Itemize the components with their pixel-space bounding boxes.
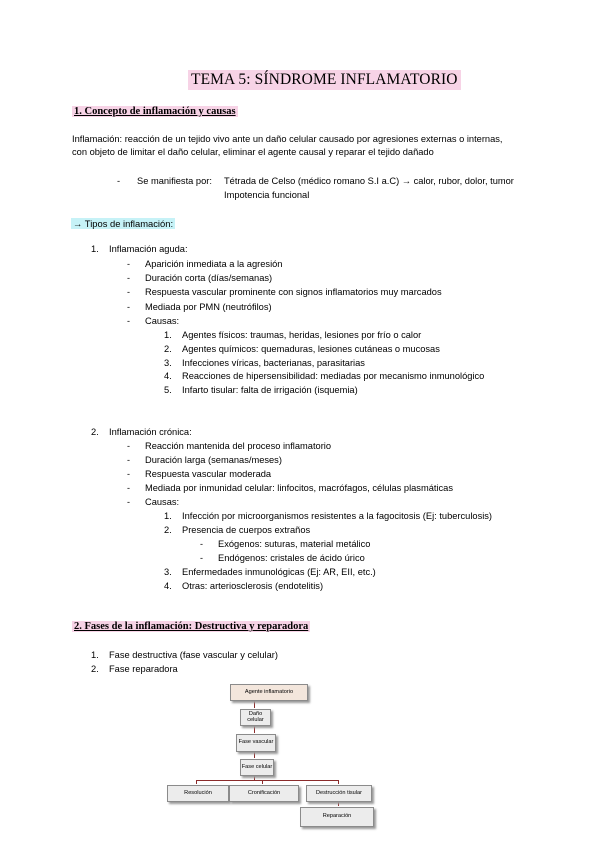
list-item: Causas: [145, 497, 180, 507]
list-item: Respuesta vascular moderada [145, 469, 272, 479]
causa-text: Infección por microorganismos resistentes a la fagocitosis (Ej: tuberculosis) [182, 511, 493, 521]
fase-celular-box: Fase celular [240, 759, 274, 776]
agente-box: Agente inflamatorio [230, 684, 308, 701]
extrano-item: Endógenos: cristales de ácido úrico [218, 553, 365, 563]
page-title: TEMA 5: SÍNDROME INFLAMATORIO [188, 70, 461, 90]
causa-text: Infarto tisular: falta de irrigación (isquemia) [182, 385, 358, 395]
fase-num: 2. [91, 664, 99, 674]
causa-text: Otras: arteriosclerosis (endotelitis) [182, 581, 324, 591]
causa-num: 3. [164, 567, 172, 577]
causa-num: 2. [164, 344, 172, 354]
bullet-dash: - [127, 302, 130, 312]
bullet-dash: - [200, 539, 203, 549]
manifest-bullet: - [117, 176, 121, 186]
bullet-dash: - [127, 455, 130, 465]
causa-num: 1. [164, 330, 172, 340]
causa-text: Enfermedades inmunológicas (Ej: AR, EII, etc.) [182, 567, 376, 577]
connector-line [254, 725, 255, 733]
causa-text: Agentes físicos: traumas, heridas, lesiones por frío o calor [182, 330, 422, 340]
causa-num: 4. [164, 581, 172, 591]
list-item: Duración corta (días/semanas) [145, 273, 273, 283]
causa-num: 3. [164, 358, 172, 368]
tipos-heading: → Tipos de inflamación: [73, 218, 174, 229]
list-item: Respuesta vascular prominente con signos inflamatorios muy marcados [145, 287, 442, 297]
cronica-num: 2. [91, 427, 99, 437]
bullet-dash: - [127, 441, 130, 451]
bullet-dash: - [127, 497, 130, 507]
extrano-item: Exógenos: suturas, material metálico [218, 539, 371, 549]
reparacion-box: Reparación [300, 807, 374, 827]
list-item: Mediada por PMN (neutrófilos) [145, 302, 272, 312]
causa-num: 1. [164, 511, 172, 521]
list-item: Causas: [145, 316, 180, 326]
aguda-label: Inflamación aguda: [109, 244, 188, 254]
causa-text: Infecciones víricas, bacterianas, parasitarias [182, 358, 365, 368]
fase-num: 1. [91, 650, 99, 660]
dano-box: Daño celular [240, 709, 271, 726]
manifest-label: Se manifiesta por: [137, 176, 212, 186]
list-item: Mediada por inmunidad celular: linfocitos, macrófagos, células plasmáticas [145, 483, 453, 493]
manifest-line2: Impotencia funcional [224, 190, 310, 200]
manifest-line1: Tétrada de Celso (médico romano S.I a.C) → calor, rubor, dolor, tumor [224, 176, 514, 186]
connector-line [196, 780, 197, 784]
bullet-dash: - [127, 259, 130, 269]
section1-heading: 1. Concepto de inflamación y causas [74, 106, 236, 117]
causa-text: Agentes químicos: quemaduras, lesiones cutáneas o mucosas [182, 344, 440, 354]
connector-line [254, 700, 255, 708]
list-item: Duración larga (semanas/meses) [145, 455, 282, 465]
aguda-num: 1. [91, 244, 99, 254]
bullet-dash: - [127, 469, 130, 479]
destruccion-box: Destrucción tisular [306, 785, 372, 802]
bullet-dash: - [200, 553, 203, 563]
fase-text: Fase destructiva (fase vascular y celular) [109, 650, 278, 660]
resolucion-box: Resolución [167, 785, 229, 802]
list-item: Aparición inmediata a la agresión [145, 259, 283, 269]
fase-vascular-box: Fase vascular [236, 734, 276, 752]
bullet-dash: - [127, 483, 130, 493]
cronificacion-box: Cronificación [229, 785, 299, 802]
causa-num: 2. [164, 525, 172, 535]
connector-line [338, 780, 339, 784]
fase-text: Fase reparadora [109, 664, 178, 674]
connector-line [196, 780, 338, 781]
causa-text: Presencia de cuerpos extraños [182, 525, 311, 535]
bullet-dash: - [127, 287, 130, 297]
section2-heading: 2. Fases de la inflamación: Destructiva y reparadora [74, 621, 309, 632]
causa-num: 4. [164, 371, 172, 381]
connector-line [262, 780, 263, 784]
causa-num: 5. [164, 385, 172, 395]
bullet-dash: - [127, 273, 130, 283]
cronica-label: Inflamación crónica: [109, 427, 192, 437]
definition-line1: Inflamación: reacción de un tejido vivo ante un daño celular causado por agresiones externas o internas, [72, 134, 503, 144]
connector-line [254, 751, 255, 758]
causa-text: Reacciones de hipersensibilidad: mediadas por mecanismo inmunológico [182, 371, 485, 381]
bullet-dash: - [127, 316, 130, 326]
list-item: Reacción mantenida del proceso inflamatorio [145, 441, 332, 451]
definition-line2: con objeto de limitar el daño celular, eliminar el agente causal y reparar el tejido dañado [72, 147, 434, 157]
